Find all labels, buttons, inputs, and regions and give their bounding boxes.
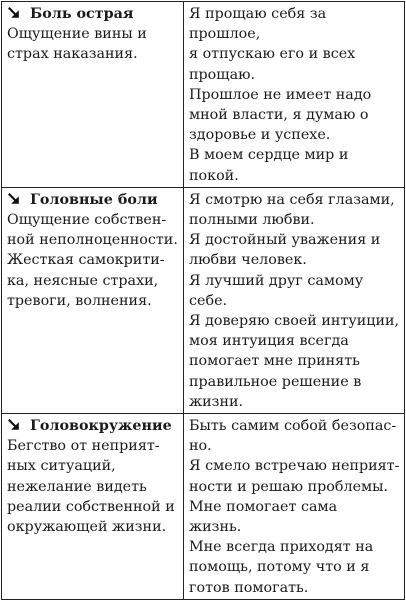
condition-cell xyxy=(2,187,184,413)
down-right-arrow-icon xyxy=(8,193,20,205)
affirmation: Я лучший друг самому себе. xyxy=(189,272,364,309)
cause-text: Бегство от неприят- ных ситуаций, нежелание видеть реалии собственной и окружающей жизни. xyxy=(7,438,175,536)
symptoms-table-body xyxy=(2,2,405,600)
down-right-arrow-icon xyxy=(8,7,20,19)
affirmation: Я достойный уважения и любви человек. xyxy=(189,232,381,269)
condition-cell xyxy=(2,2,184,188)
symptoms-table xyxy=(1,1,405,600)
affirmations-cell xyxy=(184,187,405,413)
affirmation: Прошлое не имеет надо мной власти, я думаю о здоровье и успехе. xyxy=(189,86,372,144)
cause-text: Ощущение собствен- ной неполноценности. Жесткая самокрити- ка, неясные страхи, тревоги, волнения. xyxy=(7,212,178,309)
condition-title xyxy=(7,4,179,24)
affirmation: Быть самим собой безопас- но. xyxy=(189,418,397,455)
affirmation: Я доверяю своей интуиции, моя интуиция всегда помогает мне принять правильное решение в жизни. xyxy=(189,313,400,410)
condition-cell xyxy=(2,414,184,600)
condition-title xyxy=(7,190,179,210)
affirmation: В моем сердце мир и покой. xyxy=(189,147,349,184)
condition-name: Головные боли xyxy=(30,191,158,208)
condition-name: Боль острая xyxy=(30,6,134,22)
table-row xyxy=(2,414,405,600)
table-row xyxy=(2,2,405,188)
condition-name: Головокружение xyxy=(30,418,172,435)
condition-title xyxy=(7,416,179,436)
cause-text: Ощущение вины и страх наказания. xyxy=(7,26,147,63)
affirmations-cell xyxy=(184,414,405,600)
affirmation: Я смотрю на себя глазами, полными любви. xyxy=(189,191,395,229)
table-row xyxy=(2,187,405,413)
affirmation: Мне помогает сама жизнь. xyxy=(189,498,338,536)
affirmations-cell xyxy=(184,2,405,188)
affirmation: Я смело встречаю неприят- ности и решаю проблемы. xyxy=(189,458,400,495)
affirmation: Я прощаю себя за прошлое, я отпускаю его и всех прощаю. xyxy=(189,6,356,83)
down-right-arrow-icon xyxy=(8,419,20,431)
affirmation: Мне всегда приходят на помощь, потому что и я готов помогать. xyxy=(189,539,374,596)
